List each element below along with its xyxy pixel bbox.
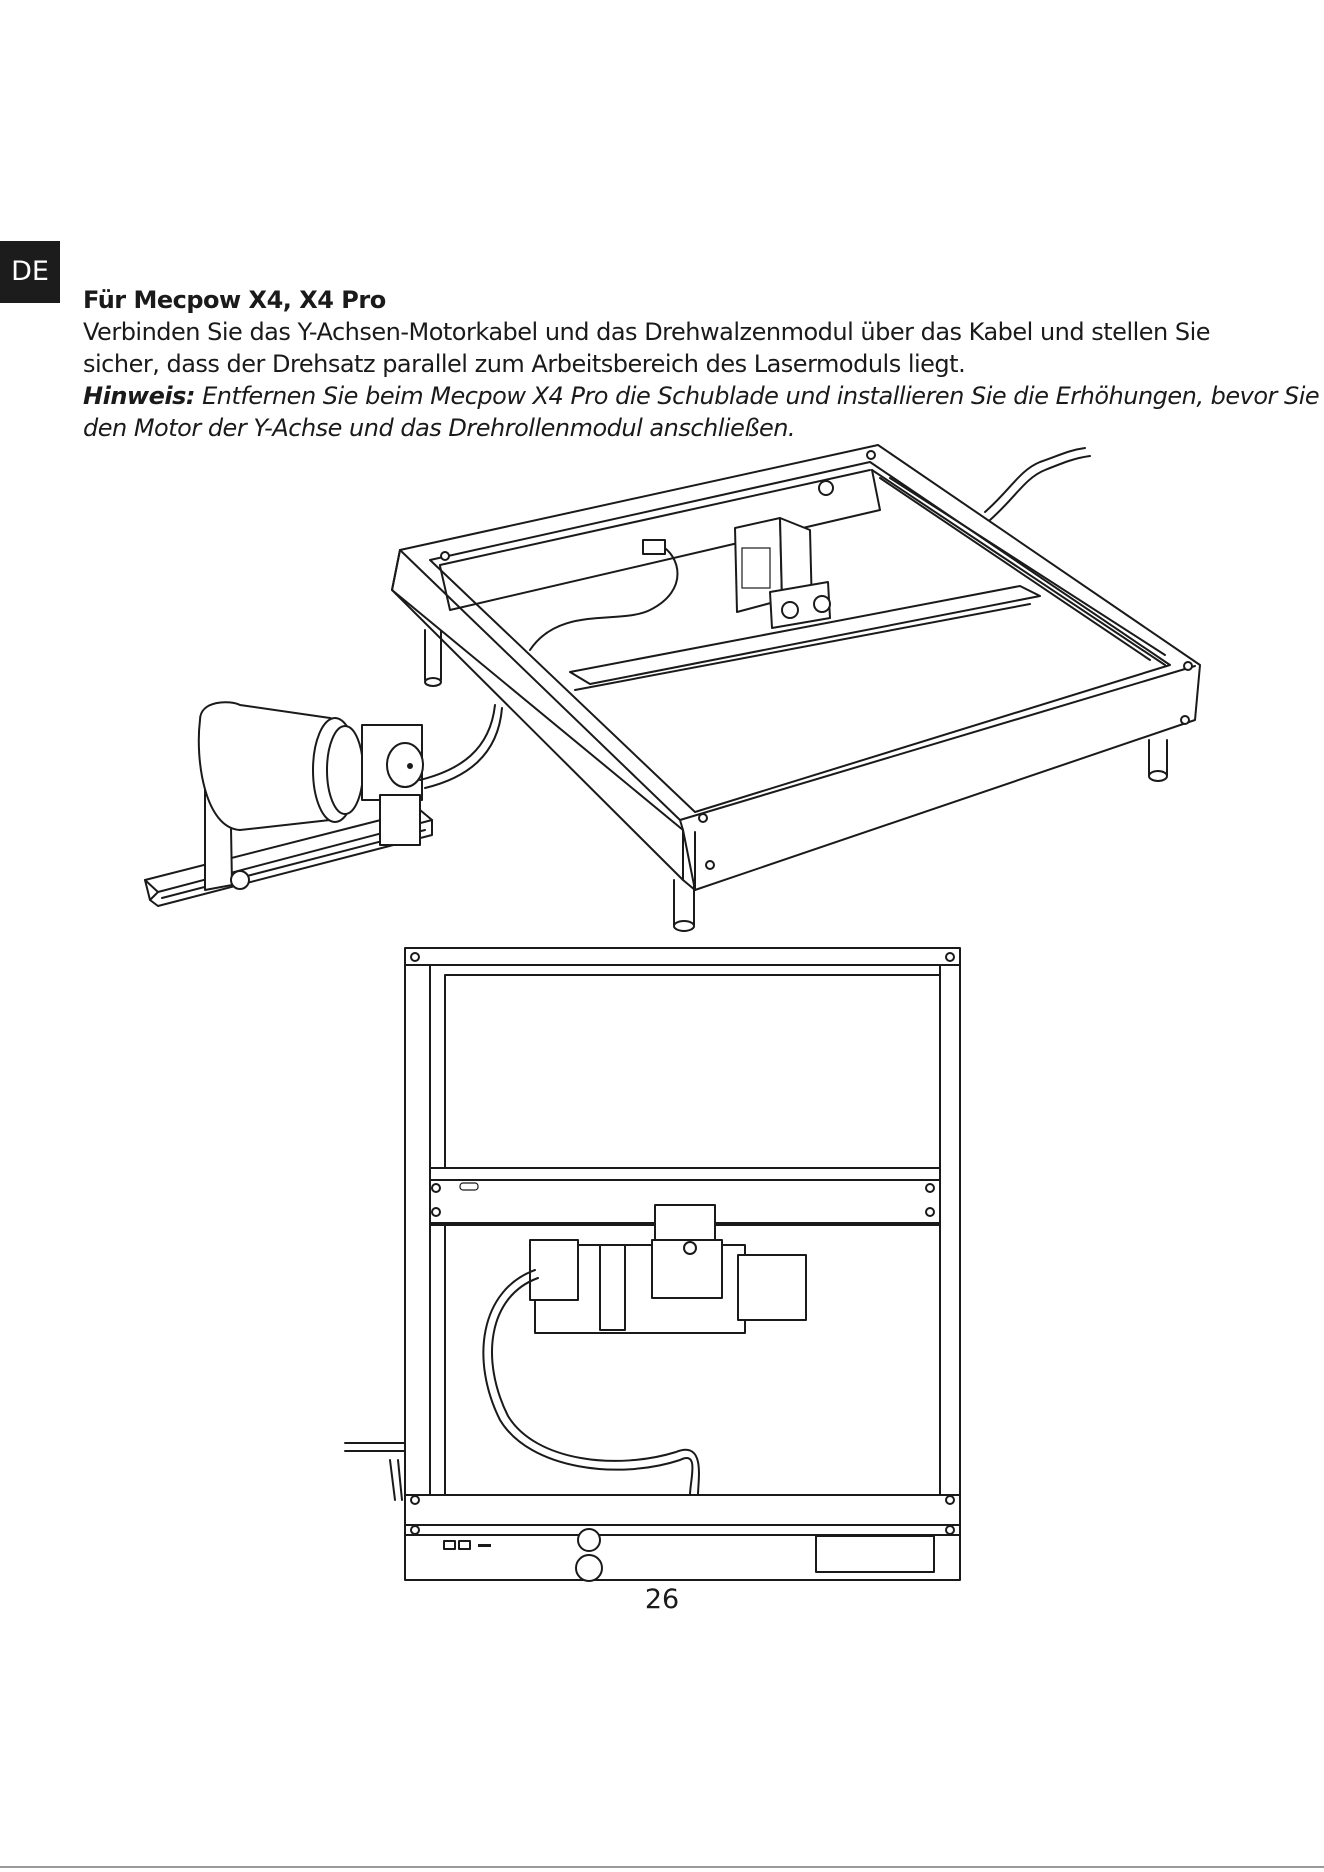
machine-frame	[392, 445, 1200, 890]
body-line-2: sicher, dass der Drehsatz parallel zum Arbeitsbereich des Lasermoduls liegt.	[83, 350, 966, 378]
language-tab: DE	[0, 241, 60, 303]
note-line-1	[83, 380, 1320, 412]
note-text-1: Entfernen Sie beim Mecpow X4 Pro die Schublade und installieren Sie die Erhöhungen, bevor Sie	[194, 382, 1320, 410]
frame-top-view	[345, 948, 960, 1581]
instruction-section	[83, 284, 1320, 444]
section-heading: Für Mecpow X4, X4 Pro	[83, 286, 386, 314]
bottom-divider	[0, 1866, 1324, 1868]
isometric-assembly-illustration	[135, 438, 1205, 938]
page-number: 26	[644, 1584, 680, 1615]
body-line-1: Verbinden Sie das Y-Achsen-Motorkabel und das Drehwalzenmodul über das Kabel und stellen Sie	[83, 318, 1211, 346]
rotary-roller-module	[145, 702, 502, 906]
note-line-2: den Motor der Y-Achse und das Drehrollenmodul anschließen.	[83, 414, 796, 442]
note-label: Hinweis:	[83, 382, 195, 410]
top-view-illustration	[340, 940, 980, 1585]
